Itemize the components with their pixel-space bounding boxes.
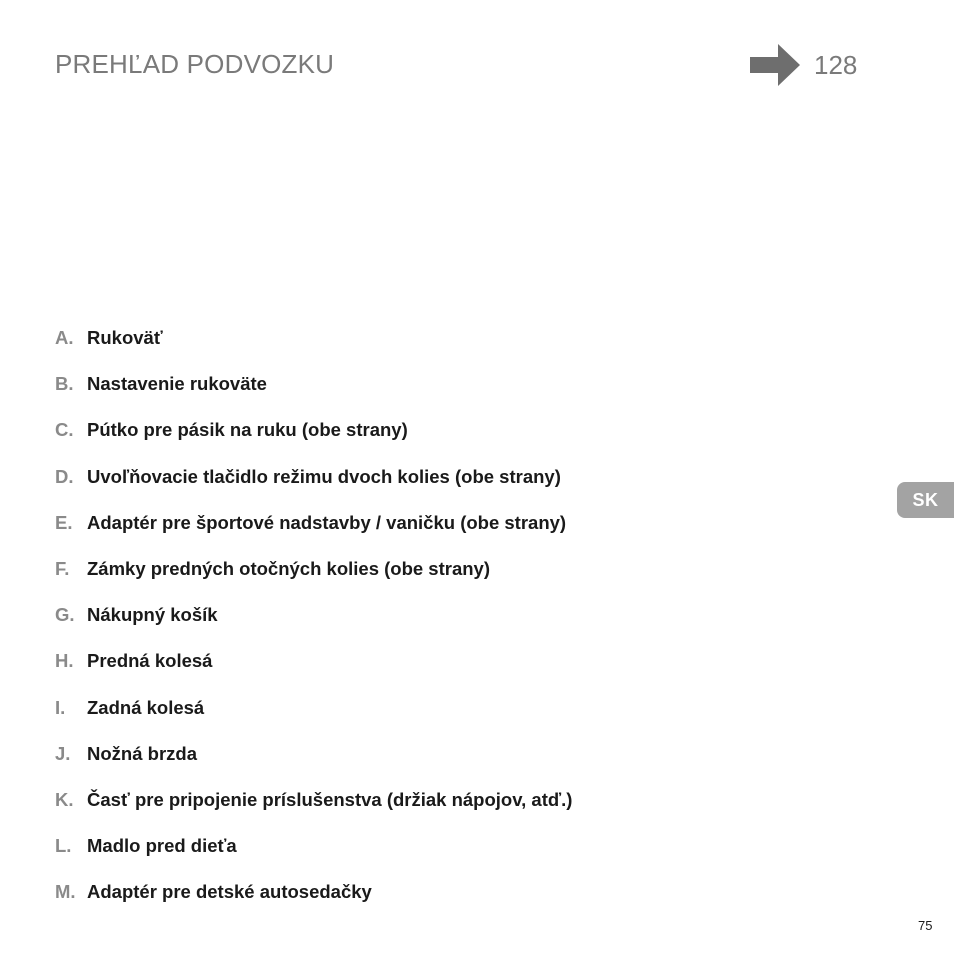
list-item — [55, 557, 572, 603]
item-text: Zámky predných otočných kolies (obe strany) — [87, 557, 490, 579]
list-item — [55, 788, 572, 834]
list-item — [55, 418, 572, 464]
right-arrow-icon — [748, 42, 802, 88]
list-item — [55, 649, 572, 695]
item-text: Adaptér pre športové nadstavby / vaničku (obe strany) — [87, 511, 567, 533]
item-text: Nožná brzda — [87, 742, 197, 764]
item-letter: I. — [55, 696, 66, 718]
list-item — [55, 511, 572, 557]
page-title: PREHĽAD PODVOZKU — [55, 49, 335, 79]
item-letter: L. — [55, 835, 72, 857]
item-text: Predná kolesá — [87, 650, 213, 672]
page-number: 75 — [918, 918, 933, 933]
item-letter: C. — [55, 419, 74, 441]
page-reference — [748, 42, 857, 88]
list-item — [55, 880, 572, 926]
item-letter: D. — [55, 465, 74, 487]
item-letter: E. — [55, 511, 73, 533]
list-item — [55, 696, 572, 742]
list-item — [55, 372, 572, 418]
item-letter: A. — [55, 327, 74, 348]
list-item — [55, 834, 572, 880]
item-letter: B. — [55, 373, 74, 395]
item-letter: J. — [55, 742, 71, 764]
list-item — [55, 742, 572, 788]
item-letter: M. — [55, 881, 76, 903]
item-text: Pútko pre pásik na ruku (obe strany) — [87, 419, 408, 441]
list-item — [55, 603, 572, 649]
parts-list — [55, 326, 572, 926]
item-text: Rukoväť — [87, 327, 163, 348]
list-item — [55, 326, 572, 372]
item-text: Nastavenie rukoväte — [87, 373, 267, 395]
item-text: Nákupný košík — [87, 604, 218, 626]
item-letter: G. — [55, 604, 75, 626]
item-letter: F. — [55, 557, 70, 579]
item-letter: K. — [55, 788, 74, 810]
item-text: Madlo pred dieťa — [87, 835, 237, 857]
item-text: Uvoľňovacie tlačidlo režimu dvoch kolies (obe strany) — [87, 465, 561, 487]
reference-page-number: 128 — [814, 50, 858, 80]
item-letter: H. — [55, 650, 74, 672]
item-text: Adaptér pre detské autosedačky — [87, 881, 372, 903]
list-item — [55, 465, 572, 511]
language-tab: SK — [897, 482, 954, 518]
item-text: Zadná kolesá — [87, 696, 205, 718]
item-text: Časť pre pripojenie príslušenstva (držiak nápojov, atď.) — [87, 788, 573, 810]
